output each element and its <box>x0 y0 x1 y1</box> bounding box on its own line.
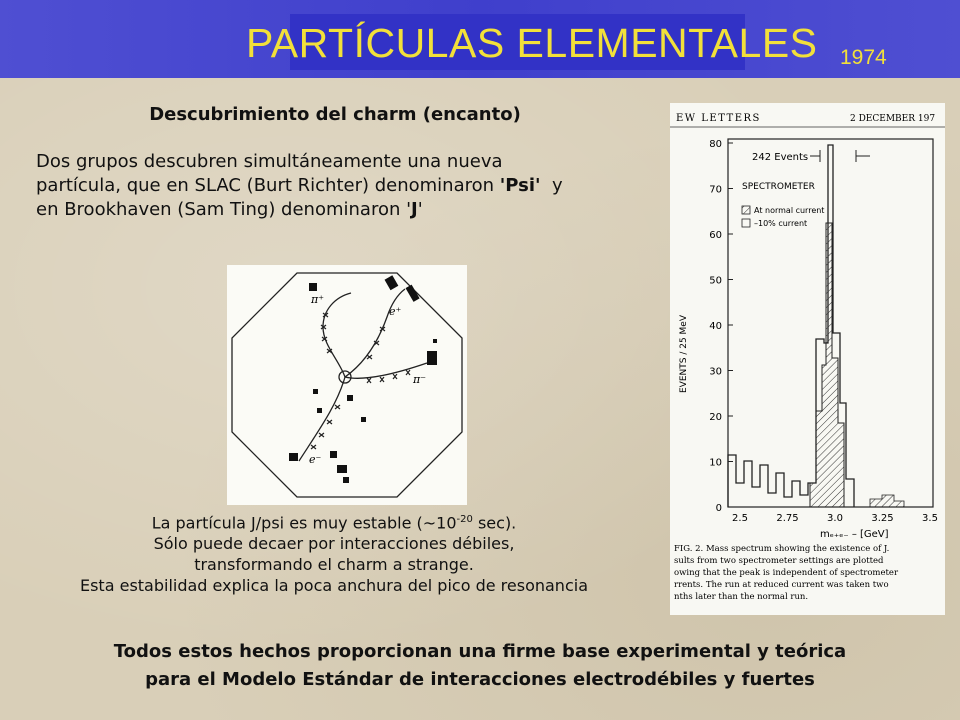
caption-line-4: Esta estabilidad explica la poca anchura del pico de resonancia <box>79 576 588 596</box>
legend-hatched: At normal current <box>754 206 825 215</box>
spectrum-y-label: EVENTS / 25 MeV <box>679 315 689 393</box>
y-tick-label: 40 <box>709 321 722 332</box>
event-display-image <box>227 265 467 505</box>
events-label: 242 Events <box>752 152 809 163</box>
caption-text: La partícula J/psi es muy estable (~10 <box>151 513 457 533</box>
mass-spectrum-drawing <box>670 103 945 615</box>
conclusion-text <box>0 638 960 694</box>
event-display-drawing <box>227 265 467 505</box>
year-label: 1974 <box>840 46 887 69</box>
y-tick-label: 30 <box>709 366 722 378</box>
caption-line-2: Sólo puede decaer por interacciones débiles, <box>153 534 515 554</box>
e-minus-label: e⁻ <box>309 453 322 466</box>
intro-text: en Brookhaven (Sam Ting) denominaron ' <box>36 199 412 220</box>
y-tick-label: 50 <box>709 275 722 287</box>
x-tick-label: 3.0 <box>827 513 843 524</box>
x-tick-label: 3.5 <box>922 513 938 524</box>
figure-caption-line: FIG. 2. Mass spectrum showing the existence of J. <box>674 544 890 554</box>
legend-title: SPECTROMETER <box>742 182 815 192</box>
y-tick-label: 10 <box>709 457 722 469</box>
caption-line-3: transformando el charm a strange. <box>194 555 474 575</box>
intro-text: partícula, que en SLAC (Burt Richter) denominaron <box>36 175 500 196</box>
journal-header-left: EW LETTERS <box>676 113 761 124</box>
pi-plus-label: π⁺ <box>311 293 325 306</box>
conclusion-line-2: para el Modelo Estándar de interacciones electrodébiles y fuertes <box>145 669 815 690</box>
intro-line-2 <box>36 174 686 198</box>
mass-spectrum-image <box>670 103 945 615</box>
psi-name: 'Psi' <box>499 175 541 196</box>
intro-text: y <box>540 175 563 196</box>
y-tick-label: 0 <box>715 503 722 514</box>
caption-line-1 <box>24 509 644 533</box>
y-tick-label: 60 <box>709 230 722 241</box>
event-caption <box>24 509 644 596</box>
x-tick-label: 2.75 <box>776 513 799 524</box>
figure-caption-line: sults from two spectrometer settings are plotted <box>674 556 884 566</box>
intro-text: ' <box>417 199 423 220</box>
e-plus-label: e⁺ <box>389 305 402 318</box>
y-tick-label: 80 <box>709 139 722 150</box>
slide-title: PARTÍCULAS ELEMENTALES <box>246 20 818 66</box>
intro-line-3 <box>36 198 686 222</box>
x-tick-label: 3.25 <box>871 513 894 524</box>
caption-text: sec). <box>472 513 517 533</box>
y-tick-label: 70 <box>709 184 722 196</box>
figure-caption-line: rrents. The run at reduced current was taken two <box>674 580 889 590</box>
conclusion-line-1: Todos estos hechos proporcionan una firme base experimental y teórica <box>113 641 847 662</box>
legend-open: –10% current <box>754 219 808 228</box>
pi-minus-label: π⁻ <box>413 373 427 386</box>
j-name: J <box>411 199 418 220</box>
intro-paragraph <box>36 150 686 222</box>
y-tick-label: 20 <box>709 412 722 423</box>
spectrum-x-label: mₑ₊ₑ₋ – [GeV] <box>820 529 889 540</box>
caption-exponent: -20 <box>456 514 473 525</box>
x-tick-label: 2.5 <box>732 513 748 524</box>
section-subtitle: Descubrimiento del charm (encanto) <box>149 104 521 125</box>
figure-caption-line: nths later than the normal run. <box>674 592 809 602</box>
journal-header-right: 2 DECEMBER 197 <box>850 114 936 124</box>
intro-line-1: Dos grupos descubren simultáneamente una nueva <box>36 151 503 172</box>
figure-caption-line: owing that the peak is independent of spectrometer <box>674 568 899 578</box>
